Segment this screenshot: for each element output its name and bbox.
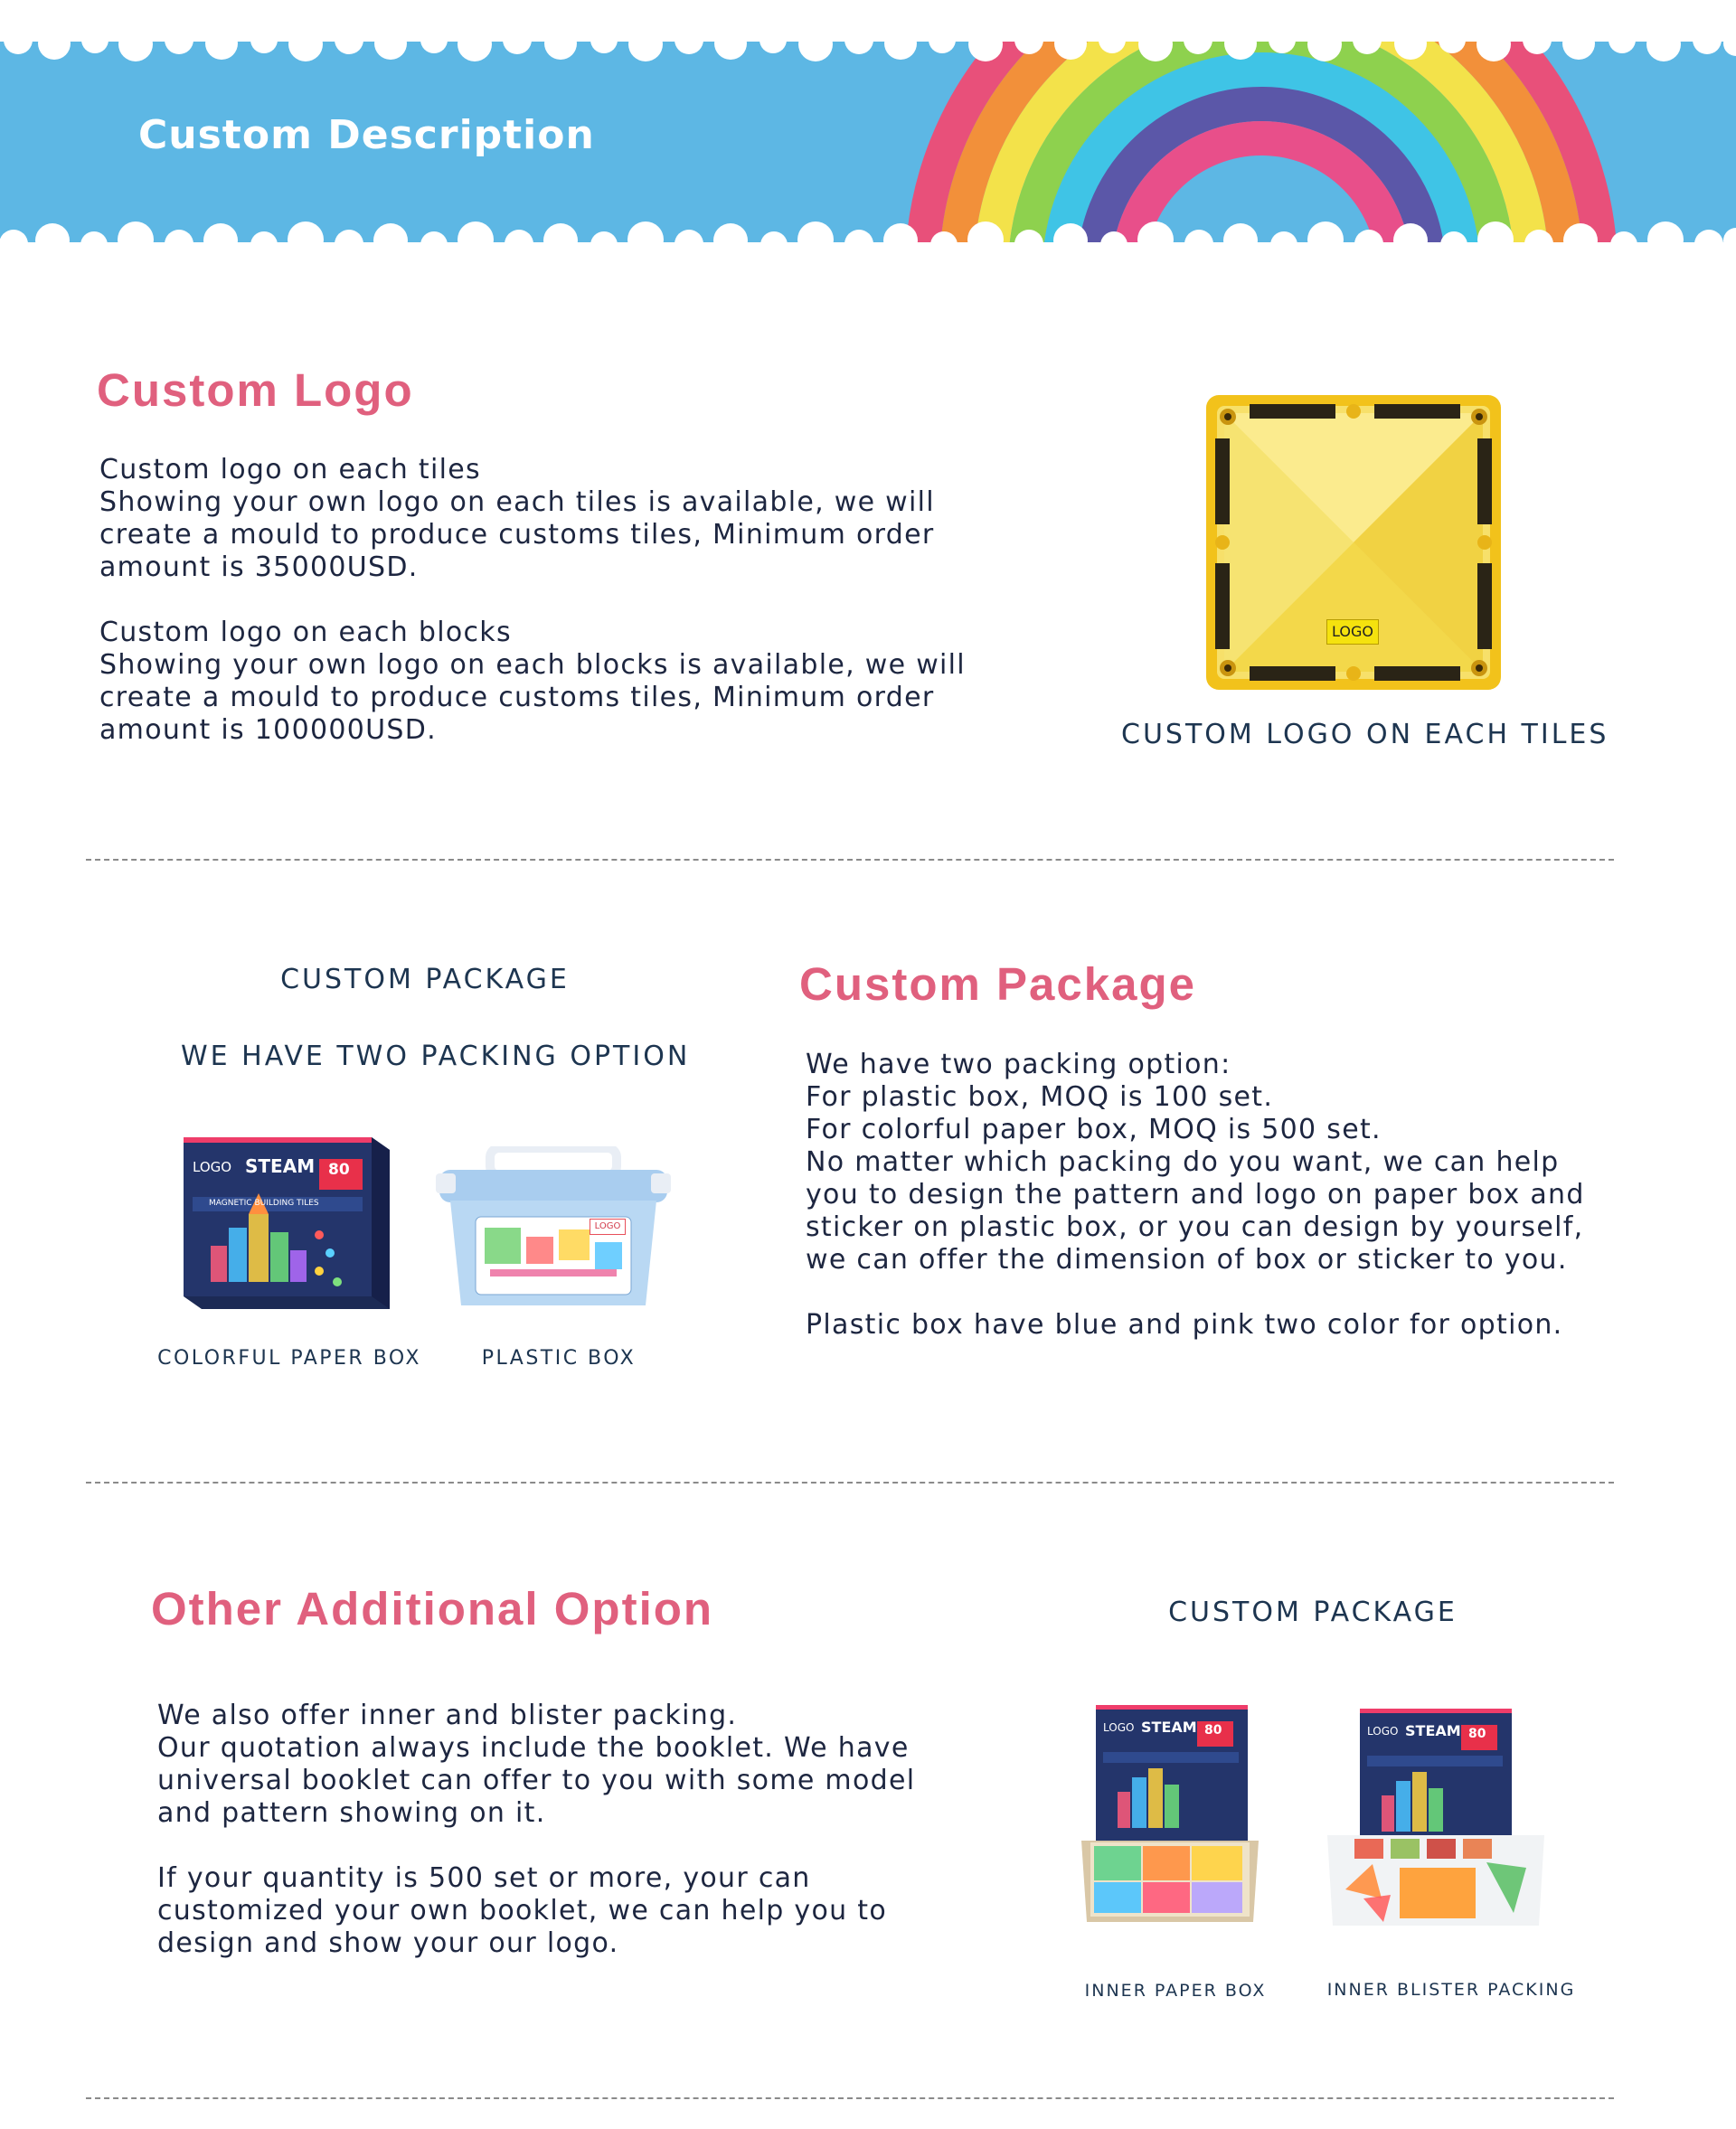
text-line: We have two packing option: xyxy=(806,1049,1231,1080)
text-line: amount is 100000USD. xyxy=(99,714,437,746)
inner-paper-box-brand: STEAM xyxy=(1141,1719,1197,1736)
paper-box-subtitle: MAGNETIC BUILDING TILES xyxy=(209,1199,319,1208)
other-option-description xyxy=(157,1700,915,1960)
text-line: Custom logo on each blocks xyxy=(99,617,512,648)
custom-logo-caption: CUSTOM LOGO ON EACH TILES xyxy=(1121,719,1609,750)
text-line: We also offer inner and blister packing. xyxy=(157,1700,738,1731)
text-line: Plastic box have blue and pink two color for option. xyxy=(806,1309,1563,1341)
inner-paper-box-logo: LOGO xyxy=(1103,1721,1135,1734)
header-banner xyxy=(0,0,1736,271)
text-line: we can offer the dimension of box or sticker to you. xyxy=(806,1244,1568,1276)
text-line: If your quantity is 500 set or more, your can xyxy=(157,1862,811,1894)
colorful-paper-box-image xyxy=(184,1137,390,1309)
plastic-box-image xyxy=(436,1146,671,1309)
text-line: universal booklet can offer to you with some model xyxy=(157,1765,916,1796)
paper-box-brand: STEAM xyxy=(245,1155,316,1177)
text-line: Custom logo on each tiles xyxy=(99,454,481,485)
text-line: amount is 35000USD. xyxy=(99,551,419,583)
text-line: For plastic box, MOQ is 100 set. xyxy=(806,1081,1274,1113)
inner-blister-packing-image xyxy=(1327,1709,1544,1929)
section-divider xyxy=(86,1482,1614,1484)
banner-title: Custom Description xyxy=(138,112,595,158)
text-line: Our quotation always include the booklet. We have xyxy=(157,1732,910,1764)
text-line: create a mould to produce customs tiles, Minimum order xyxy=(99,682,935,713)
package-caption-options: WE HAVE TWO PACKING OPTION xyxy=(181,1041,691,1072)
custom-package-description xyxy=(806,1049,1585,1342)
tile-logo-label: LOGO xyxy=(1326,619,1379,645)
custom-logo-title: Custom Logo xyxy=(97,364,414,416)
custom-package-title: Custom Package xyxy=(799,958,1196,1010)
blister-box-logo: LOGO xyxy=(1367,1725,1399,1738)
text-line: and pattern showing on it. xyxy=(157,1797,546,1829)
text-line: Showing your own logo on each blocks is available, we will xyxy=(99,649,966,681)
text-line: you to design the pattern and logo on paper box and xyxy=(806,1179,1585,1211)
inner-paper-box-count: 80 xyxy=(1204,1723,1222,1738)
text-line: design and show your our logo. xyxy=(157,1927,619,1959)
section-divider xyxy=(86,859,1614,861)
text-line: create a mould to produce customs tiles, Minimum order xyxy=(99,519,935,551)
text-line: No matter which packing do you want, we can help xyxy=(806,1146,1560,1178)
blister-box-count: 80 xyxy=(1468,1727,1486,1741)
text-line: customized your own booklet, we can help you to xyxy=(157,1895,887,1926)
magnetic-tile-image xyxy=(1204,393,1503,692)
text-line: sticker on plastic box, or you can design by yourself, xyxy=(806,1211,1584,1243)
blister-box-brand: STEAM xyxy=(1405,1722,1461,1739)
package-caption-top: CUSTOM PACKAGE xyxy=(280,964,570,995)
other-option-caption: CUSTOM PACKAGE xyxy=(1168,1597,1458,1628)
section-divider xyxy=(86,2097,1614,2099)
custom-logo-description xyxy=(99,454,966,747)
inner-paper-box-label: INNER PAPER BOX xyxy=(1084,1981,1267,2001)
text-line: For colorful paper box, MOQ is 500 set. xyxy=(806,1114,1382,1145)
plastic-box-label: PLASTIC BOX xyxy=(481,1347,637,1370)
paper-box-logo: LOGO xyxy=(193,1159,232,1175)
text-line: Showing your own logo on each tiles is available, we will xyxy=(99,486,935,518)
plastic-box-sticker-logo: LOGO xyxy=(590,1219,626,1235)
inner-blister-packing-label: INNER BLISTER PACKING xyxy=(1326,1980,1576,2000)
paper-box-label: COLORFUL PAPER BOX xyxy=(157,1347,421,1370)
other-option-title: Other Additional Option xyxy=(151,1583,714,1634)
inner-paper-box-image xyxy=(1081,1705,1259,1929)
paper-box-count: 80 xyxy=(328,1161,350,1179)
